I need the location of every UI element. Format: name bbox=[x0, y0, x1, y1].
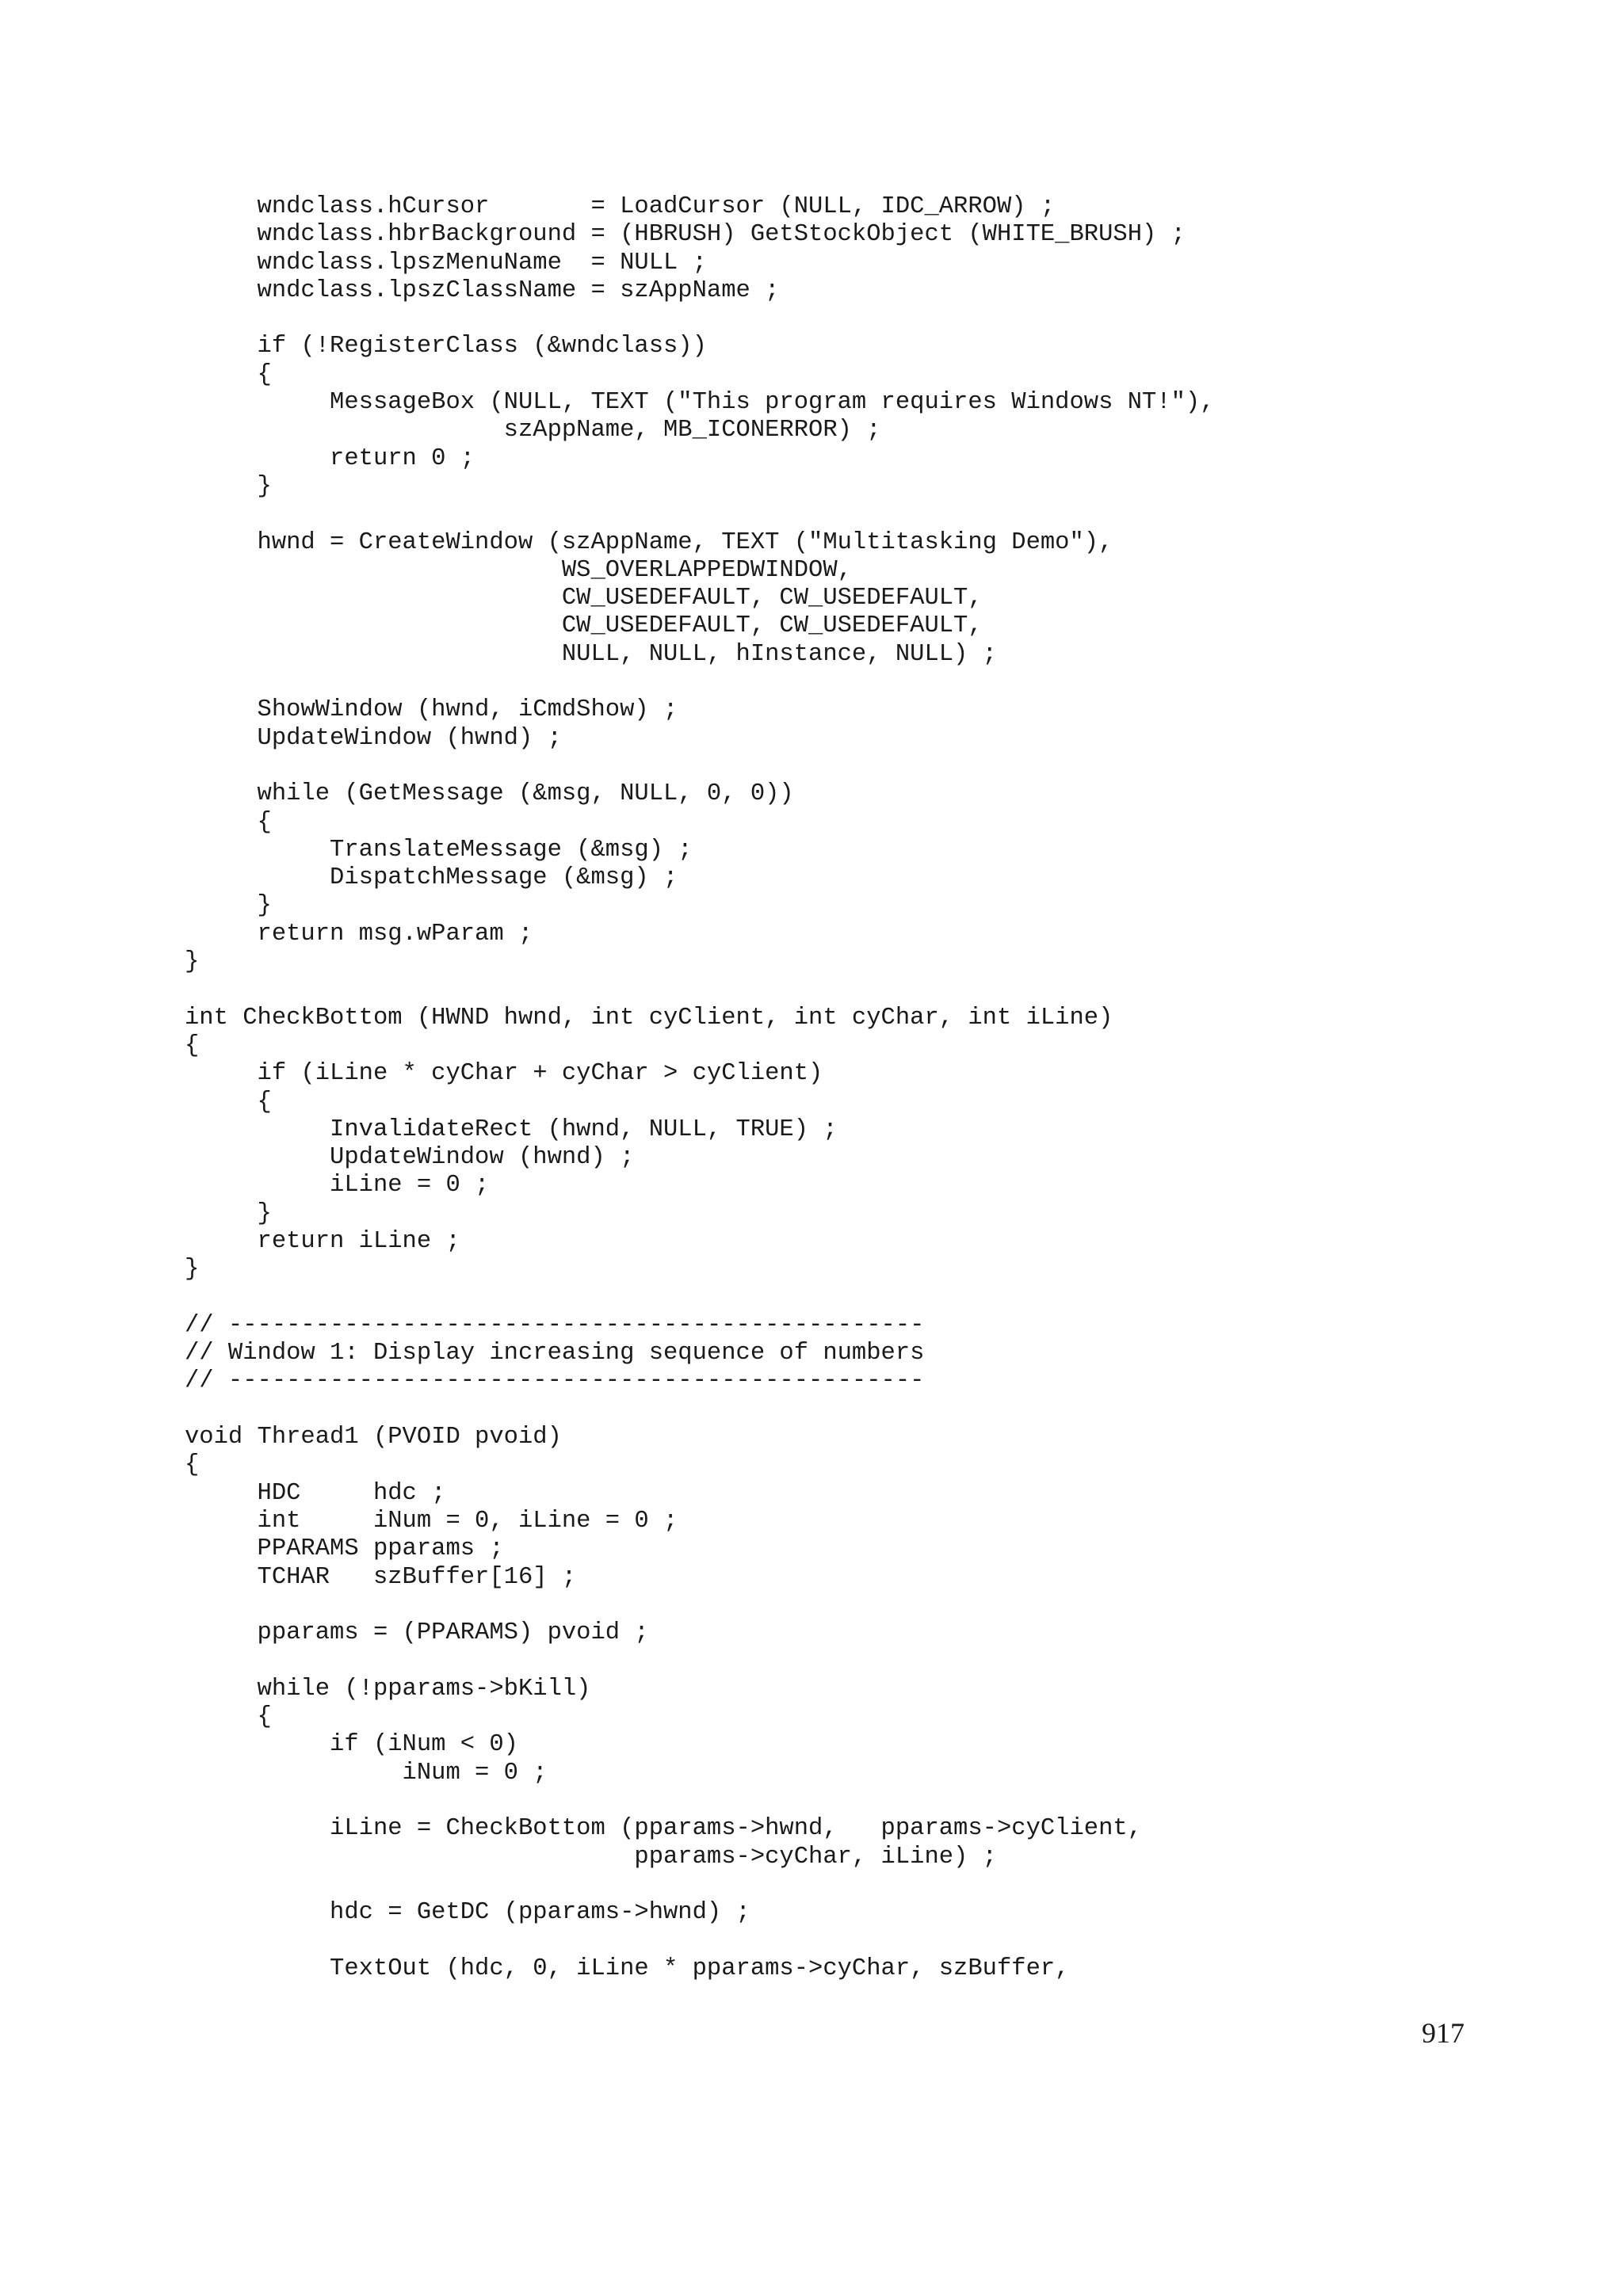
code-line: TranslateMessage (&msg) ; bbox=[185, 836, 693, 864]
code-line: wndclass.lpszClassName = szAppName ; bbox=[185, 277, 780, 304]
code-line bbox=[185, 1284, 1215, 1312]
code-line: return msg.wParam ; bbox=[185, 920, 533, 948]
code-line: DispatchMessage (&msg) ; bbox=[185, 864, 678, 892]
code-line: // ------------------------------------------------ bbox=[185, 1367, 925, 1395]
code-line bbox=[185, 753, 1215, 780]
code-line bbox=[185, 1647, 1215, 1675]
code-line: return iLine ; bbox=[185, 1227, 460, 1255]
code-line: PPARAMS pparams ; bbox=[185, 1535, 504, 1563]
code-line: } bbox=[185, 472, 272, 500]
code-line bbox=[185, 976, 1215, 1004]
code-line: } bbox=[185, 892, 272, 920]
code-line: // ------------------------------------------------ bbox=[185, 1311, 925, 1339]
code-line bbox=[185, 1871, 1215, 1899]
code-line: CW_USEDEFAULT, CW_USEDEFAULT, bbox=[185, 612, 983, 640]
code-line: { bbox=[185, 1451, 200, 1479]
code-line: hwnd = CreateWindow (szAppName, TEXT ("Multitasking Demo"), bbox=[185, 528, 1113, 556]
code-line bbox=[185, 1396, 1215, 1424]
code-line: wndclass.hCursor = LoadCursor (NULL, IDC_ARROW) ; bbox=[185, 193, 1056, 220]
code-line: UpdateWindow (hwnd) ; bbox=[185, 724, 562, 752]
code-line: MessageBox (NULL, TEXT ("This program requires Windows NT!"), bbox=[185, 389, 1215, 417]
code-line: } bbox=[185, 948, 200, 976]
code-line: { bbox=[185, 1703, 272, 1731]
code-line: InvalidateRect (hwnd, NULL, TRUE) ; bbox=[185, 1116, 838, 1143]
code-line: wndclass.hbrBackground = (HBRUSH) GetStockObject (WHITE_BRUSH) ; bbox=[185, 221, 1186, 249]
code-line: NULL, NULL, hInstance, NULL) ; bbox=[185, 640, 997, 668]
code-line: iNum = 0 ; bbox=[185, 1759, 548, 1787]
code-line: HDC hdc ; bbox=[185, 1479, 446, 1507]
code-line: pparams = (PPARAMS) pvoid ; bbox=[185, 1619, 649, 1647]
code-line: } bbox=[185, 1256, 200, 1283]
code-listing bbox=[185, 193, 1215, 1983]
code-line: pparams->cyChar, iLine) ; bbox=[185, 1843, 997, 1871]
code-line: while (!pparams->bKill) bbox=[185, 1675, 591, 1703]
code-line: wndclass.lpszMenuName = NULL ; bbox=[185, 249, 707, 277]
code-line bbox=[185, 1927, 1215, 1955]
code-line bbox=[185, 1592, 1215, 1619]
code-line bbox=[185, 501, 1215, 528]
code-line: void Thread1 (PVOID pvoid) bbox=[185, 1424, 562, 1451]
code-line: int CheckBottom (HWND hwnd, int cyClient, int cyChar, int iLine) bbox=[185, 1004, 1113, 1032]
code-line: szAppName, MB_ICONERROR) ; bbox=[185, 417, 881, 444]
code-line: { bbox=[185, 360, 272, 388]
code-line: iLine = 0 ; bbox=[185, 1172, 490, 1199]
code-line: } bbox=[185, 1199, 272, 1227]
code-line: if (iLine * cyChar + cyChar > cyClient) bbox=[185, 1060, 823, 1088]
code-line: TextOut (hdc, 0, iLine * pparams->cyChar, szBuffer, bbox=[185, 1955, 1070, 1982]
code-line: hdc = GetDC (pparams->hwnd) ; bbox=[185, 1899, 750, 1927]
page-number: 917 bbox=[1422, 2017, 1465, 2049]
code-line: if (!RegisterClass (&wndclass)) bbox=[185, 333, 707, 360]
code-line: { bbox=[185, 1032, 200, 1059]
code-line: // Window 1: Display increasing sequence of numbers bbox=[185, 1340, 925, 1367]
code-line bbox=[185, 1787, 1215, 1815]
code-line: CW_USEDEFAULT, CW_USEDEFAULT, bbox=[185, 585, 983, 612]
code-line: TCHAR szBuffer[16] ; bbox=[185, 1563, 577, 1591]
code-line: iLine = CheckBottom (pparams->hwnd, pparams->cyClient, bbox=[185, 1815, 1142, 1843]
code-line: UpdateWindow (hwnd) ; bbox=[185, 1144, 635, 1172]
code-line: ShowWindow (hwnd, iCmdShow) ; bbox=[185, 696, 678, 724]
code-line: { bbox=[185, 808, 272, 836]
code-line: if (iNum < 0) bbox=[185, 1731, 518, 1759]
code-line: int iNum = 0, iLine = 0 ; bbox=[185, 1507, 678, 1535]
code-line bbox=[185, 305, 1215, 333]
code-line: WS_OVERLAPPEDWINDOW, bbox=[185, 556, 852, 584]
code-line bbox=[185, 669, 1215, 696]
code-line: return 0 ; bbox=[185, 444, 475, 472]
code-line: while (GetMessage (&msg, NULL, 0, 0)) bbox=[185, 780, 794, 808]
code-line: { bbox=[185, 1088, 272, 1116]
